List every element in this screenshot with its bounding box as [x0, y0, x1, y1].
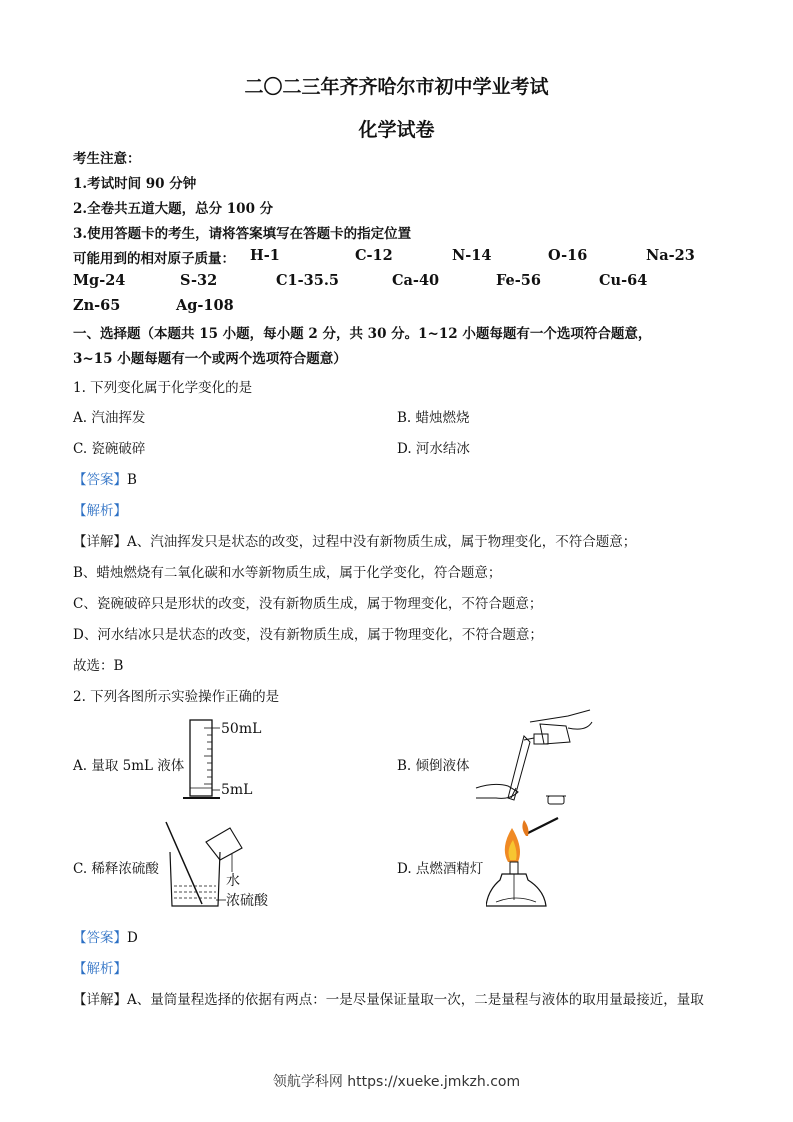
atomic-mass: Na-23: [646, 247, 695, 264]
option-c: C. 瓷碗破碎: [73, 441, 146, 457]
analysis-tag: 【解析】: [73, 503, 127, 519]
page-subtitle: 化学试卷: [358, 119, 435, 141]
option-a: A. 量取 5mL 液体: [73, 758, 185, 774]
answer-line: [73, 926, 138, 946]
detail-text: A、量筒量程选择的依据有两点：一是尽量保证量取一次，二是量程与液体的取用量最接近，量取: [127, 992, 704, 1008]
notice-heading: 考生注意：: [73, 151, 141, 167]
notice-item: 2.全卷共五道大题，总分 100 分: [73, 201, 274, 217]
option-a: A. 汽油挥发: [73, 410, 146, 426]
cylinder-bottom-label: 5mL: [221, 782, 253, 798]
atomic-mass: Zn-65: [73, 297, 121, 314]
footer-source: 领航学科网 https://xueke.jmkzh.com: [272, 1074, 521, 1090]
section-heading: 一、选择题（本题共 15 小题，每小题 2 分，共 30 分。1~12 小题每题有一个选项符合题意，: [73, 326, 652, 342]
answer-line: [73, 468, 137, 488]
page-title: 二〇二三年齐齐哈尔市初中学业考试: [244, 76, 549, 98]
atomic-mass: Cu-64: [599, 272, 648, 289]
option-b: B. 蜡烛燃烧: [397, 410, 470, 426]
acid-label: 浓硫酸: [226, 893, 268, 909]
question-stem: 1. 下列变化属于化学变化的是: [73, 380, 253, 396]
detail-line: [73, 530, 636, 550]
detail-tag: 【详解】: [73, 534, 127, 550]
section-heading: 3~15 小题每题有一个或两个选项符合题意）: [73, 351, 347, 367]
water-label: 水: [226, 873, 240, 889]
cylinder-top-label: 50mL: [221, 721, 262, 737]
atomic-mass: O-16: [548, 247, 588, 264]
atomic-mass: Mg-24: [73, 272, 126, 289]
answer-value: D: [127, 930, 138, 946]
atomic-mass-label: 可能用到的相对原子质量：: [73, 251, 235, 267]
notice-item: 3.使用答题卡的考生，请将答案填写在答题卡的指定位置: [73, 226, 412, 242]
alcohol-lamp-figure: [486, 814, 564, 914]
answer-tag: 【答案】: [73, 472, 127, 488]
answer-tag: 【答案】: [73, 930, 127, 946]
option-d: D. 河水结冰: [397, 441, 470, 457]
notice-item: 1.考试时间 90 分钟: [73, 176, 197, 192]
detail-text: D、河水结冰只是状态的改变，没有新物质生成，属于物理变化，不符合题意；: [73, 627, 543, 643]
atomic-mass: S-32: [180, 272, 218, 289]
analysis-tag: 【解析】: [73, 961, 127, 977]
pouring-liquid-figure: [470, 708, 600, 810]
option-c: C. 稀释浓硫酸: [73, 861, 159, 877]
detail-tag: 【详解】: [73, 992, 127, 1008]
atomic-mass: Ag-108: [176, 297, 234, 314]
conclusion: 故选：B: [73, 658, 124, 674]
answer-value: B: [127, 472, 137, 488]
option-d: D. 点燃酒精灯: [397, 861, 484, 877]
detail-text: A、汽油挥发只是状态的改变，过程中没有新物质生成，属于物理变化，不符合题意；: [127, 534, 637, 550]
option-b: B. 倾倒液体: [397, 758, 470, 774]
detail-text: C、瓷碗破碎只是形状的改变，没有新物质生成，属于物理变化，不符合题意；: [73, 596, 543, 612]
atomic-mass: N-14: [452, 247, 492, 264]
atomic-mass: C1-35.5: [276, 272, 339, 289]
atomic-mass: C-12: [355, 247, 393, 264]
detail-text: B、蜡烛燃烧有二氧化碳和水等新物质生成，属于化学变化，符合题意；: [73, 565, 502, 581]
question-stem: 2. 下列各图所示实验操作正确的是: [73, 689, 280, 705]
detail-line: [73, 988, 704, 1008]
atomic-mass: H-1: [250, 247, 280, 264]
atomic-mass: Fe-56: [496, 272, 541, 289]
atomic-mass: Ca-40: [392, 272, 440, 289]
